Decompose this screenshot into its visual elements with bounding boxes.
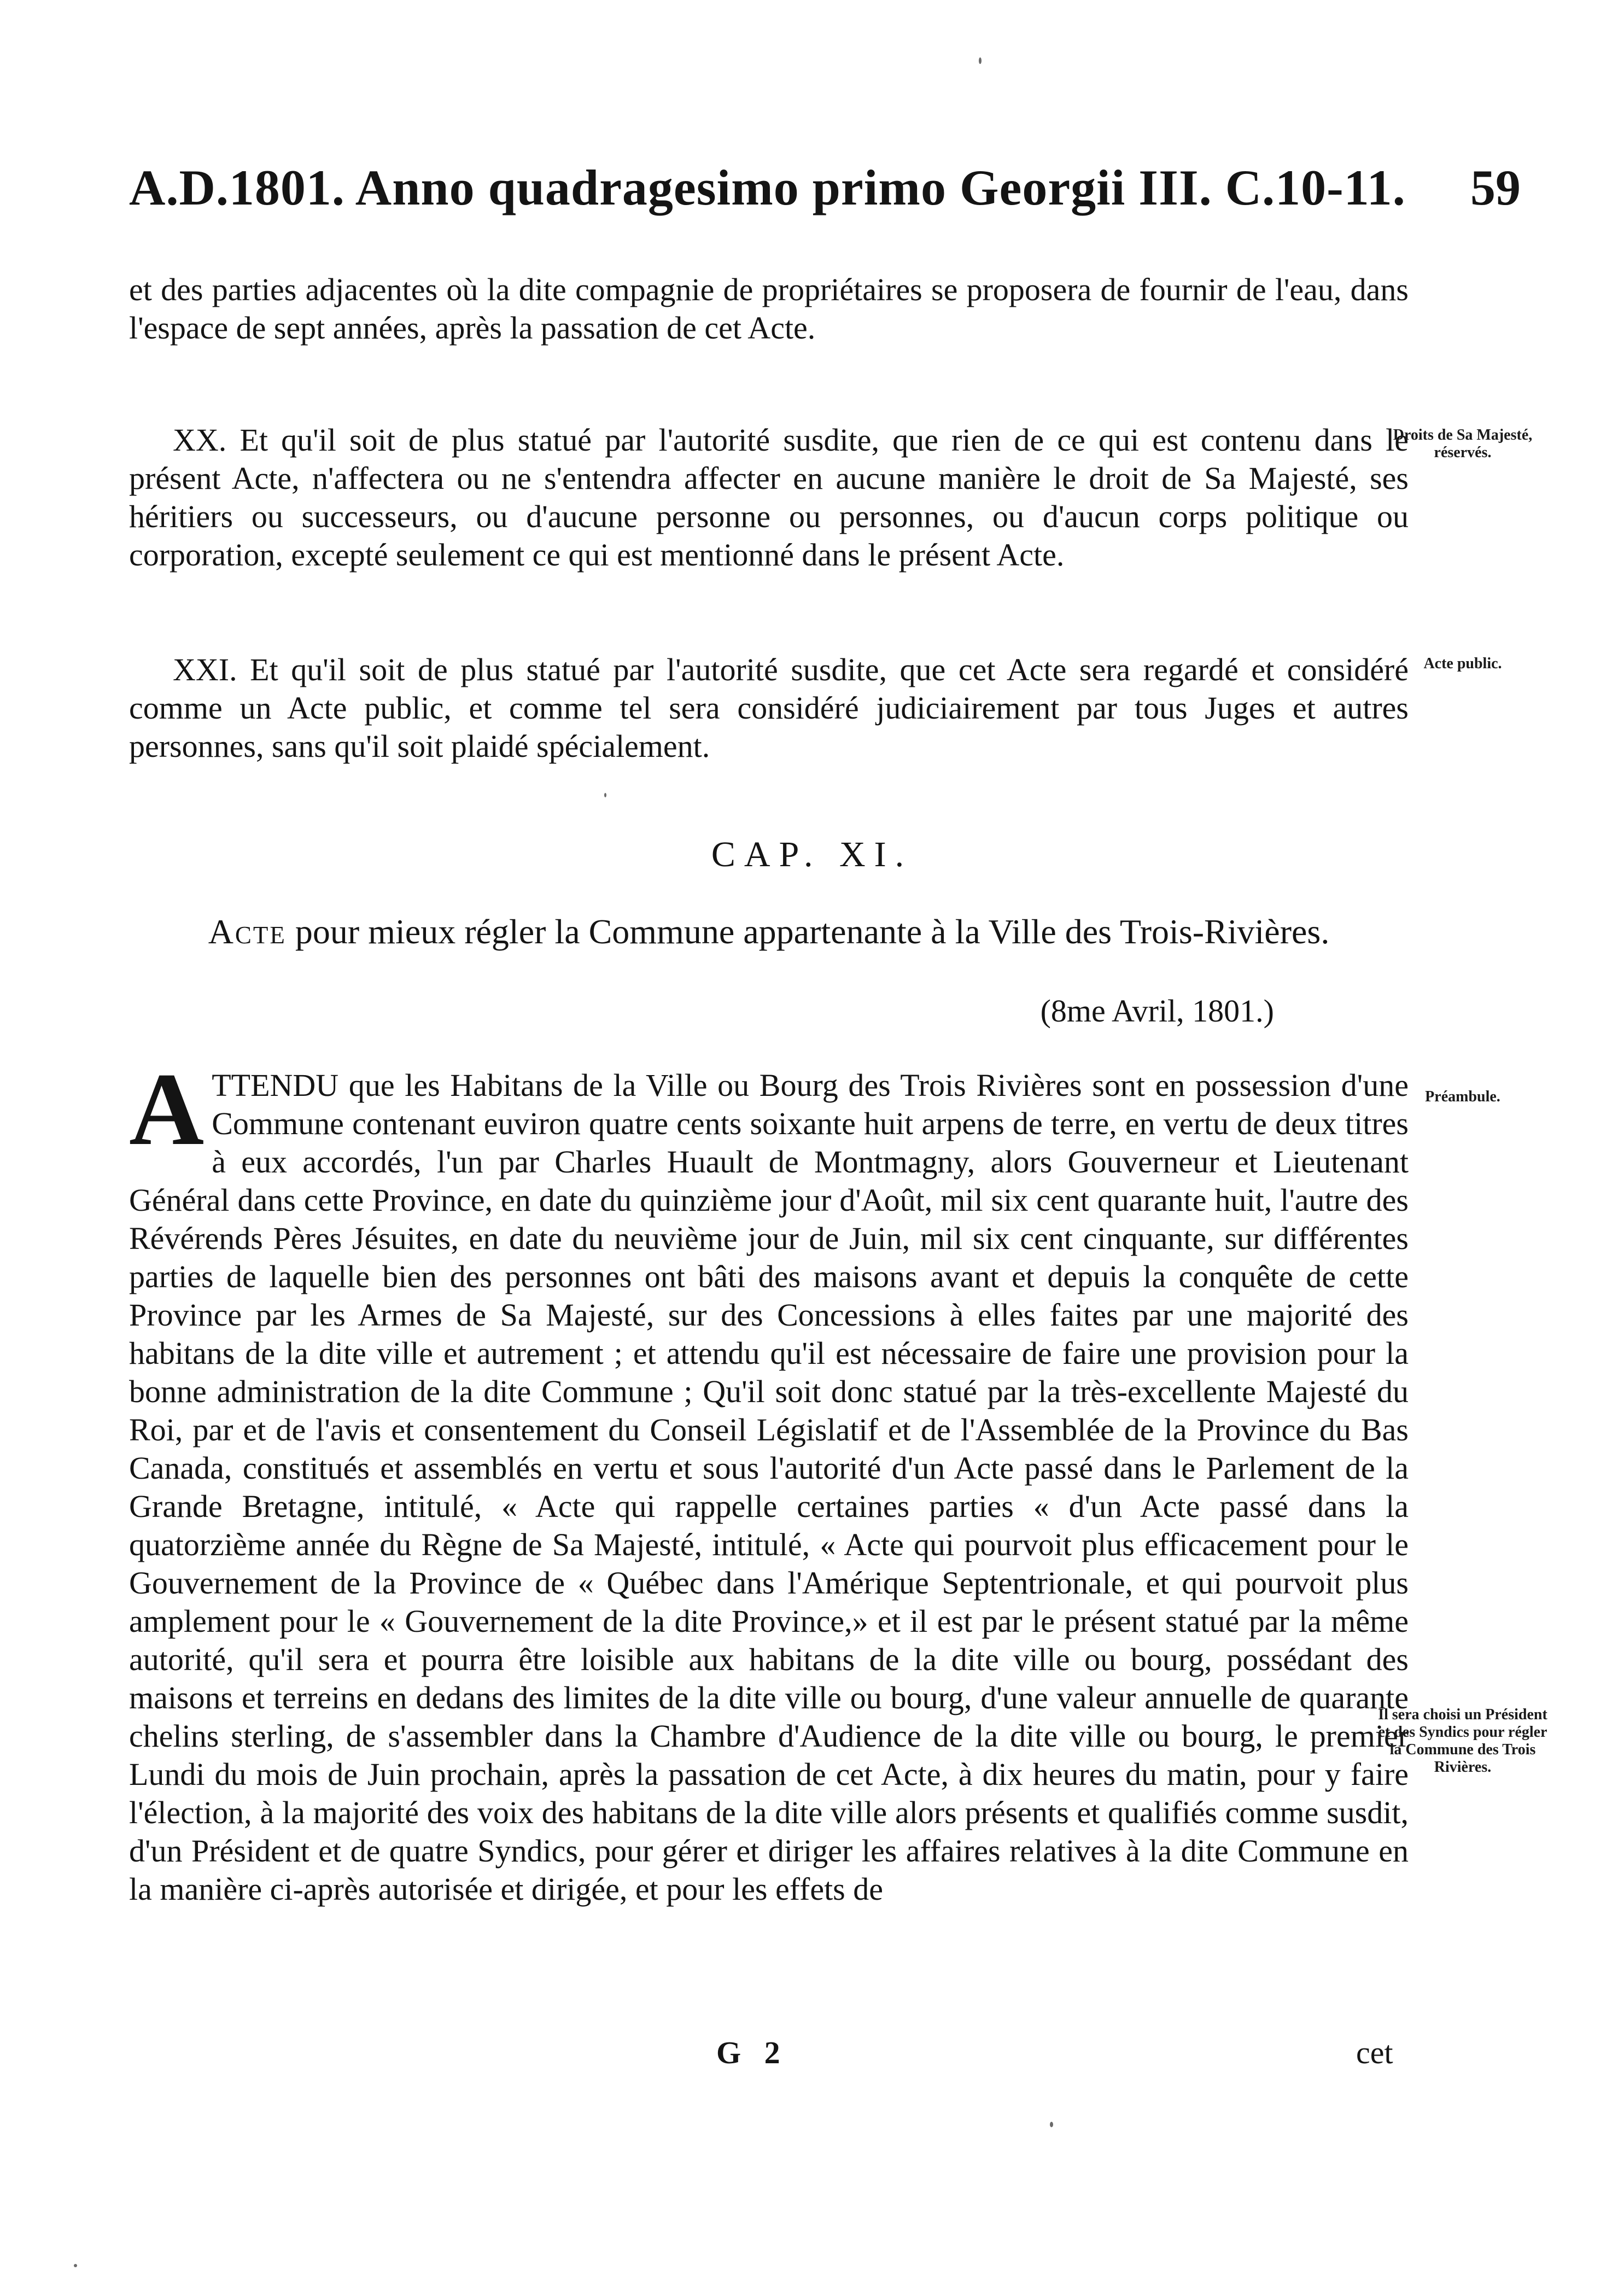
continuation-block: [129, 271, 1409, 347]
act-title-word: Acte: [208, 912, 287, 951]
act-title: [129, 910, 1409, 953]
print-speck: [604, 793, 606, 797]
print-speck: [74, 2264, 77, 2267]
act-title-rest: pour mieux régler la Commune appartenante à la Ville des Trois-Rivières.: [295, 912, 1330, 951]
preamble-block: [129, 1052, 1409, 1908]
page-number: 59: [1470, 160, 1521, 215]
margin-note-president: Il sera choisi un Président et des Syndics pour régler la Commune des Trois Rivières.: [1378, 1706, 1547, 1776]
signature-mark: G 2: [716, 2035, 788, 2070]
margin-note-droits: Droits de Sa Majesté, réservés.: [1393, 427, 1533, 461]
page-header: [129, 159, 1521, 224]
continuation-paragraph: et des parties adjacentes où la dite compagnie de propriétaires se proposera de fournir de l'eau, dans l'espace de sept années, après la passation de cet Acte.: [129, 272, 1409, 346]
section-xx-block: [129, 421, 1409, 574]
act-date: (8me Avril, 1801.): [1040, 993, 1274, 1029]
catchword: cet: [1356, 2035, 1393, 2070]
margin-note-preambule: Préambule.: [1425, 1088, 1500, 1105]
section-xx-paragraph: XX. Et qu'il soit de plus statué par l'autorité susdite, que rien de ce qui est contenu dans le présent Acte, n'affectera ou ne s'entendra affecter en aucune manière le droit de Sa Majesté, ses héritiers ou successeurs, ou d'aucune personne ou personnes, ou d'aucun corps politique ou corporation, excepté seulement ce qui est mentionné dans le présent Acte.: [129, 422, 1409, 573]
drop-capital: A: [129, 1052, 205, 1167]
preamble-text: TTENDU que les Habitans de la Ville ou Bourg des Trois Rivières sont en possession d'une Commune contenant euviron quatre cents soixante huit arpens de terre, en vertu de deux titres à eux accordés, l'un par Charles Huault de Montmagny, alors Gouverneur et Lieutenant Général dans cette Province, en date du quinzième jour d'Août, mil six cent quarante huit, l'autre des Révérends Pères Jésuites, en date du neuvième jour de Juin, mil six cent cinquante, sur différentes parties de laquelle bien des personnes ont bâti des maisons avant et depuis la conquête de cette Province par les Armes de Sa Majesté, sur des Concessions à elles faites par une majorité des habitans de la dite ville et autrement ; et attendu qu'il est nécessaire de faire une provision pour la bonne administration de la dite Commune ; Qu'il soit donc statué par la très-excellente Majesté du Roi, par et de l'avis et consentement du Conseil Législatif et de l'Assemblée de la Province du Bas Canada, constitués et assemblés en vertu et sous l'autorité d'un Acte passé dans le Parlement de la Grande Bretagne, intitulé, « Acte qui rappelle certaines parties « d'un Acte passé dans la quatorzième année du Règne de Sa Majesté, intitulé, « Acte qui pourvoit plus efficacement pour le Gouvernement de la Province de « Québec dans l'Amérique Septentrionale, et qui pourvoit plus amplement pour le « Gouvernement de la dite Province,» et il est par le présent statué par la même autorité, qu'il sera et pourra être loisible aux habitans de la dite ville ou bourg, possédant des maisons et terreins en dedans des limites de la dite ville ou bourg, d'une valeur annuelle de quarante chelins sterling, de s'assembler dans la Chambre d'Audience de la dite ville ou bourg, le premier Lundi du mois de Juin prochain, après la passation de cet Acte, à dix heures du matin, pour y faire l'élection, à la majorité des voix des habitans de la dite ville alors présents et qualifiés comme susdit, d'un Président et de quatre Syndics, pour gérer et diriger les affaires relatives à la dite Commune en la manière ci-après autorisée et dirigée, et pour les effets de: [129, 1067, 1409, 1907]
print-speck: [1050, 2122, 1053, 2127]
margin-note-acte-public: Acte public.: [1423, 655, 1502, 672]
preamble-paragraph: [129, 1052, 1409, 1908]
section-xxi-block: [129, 651, 1409, 766]
running-title: A.D.1801. Anno quadragesimo primo Georgii III. C.10-11.: [129, 160, 1406, 215]
section-xxi-paragraph: XXI. Et qu'il soit de plus statué par l'autorité susdite, que cet Acte sera regardé et considéré comme un Acte public, et comme tel sera considéré judiciairement par tous Juges et autres personnes, sans qu'il soit plaidé spécialement.: [129, 652, 1409, 764]
print-speck: [979, 57, 982, 64]
chapter-title: CAP. XI.: [711, 834, 913, 874]
